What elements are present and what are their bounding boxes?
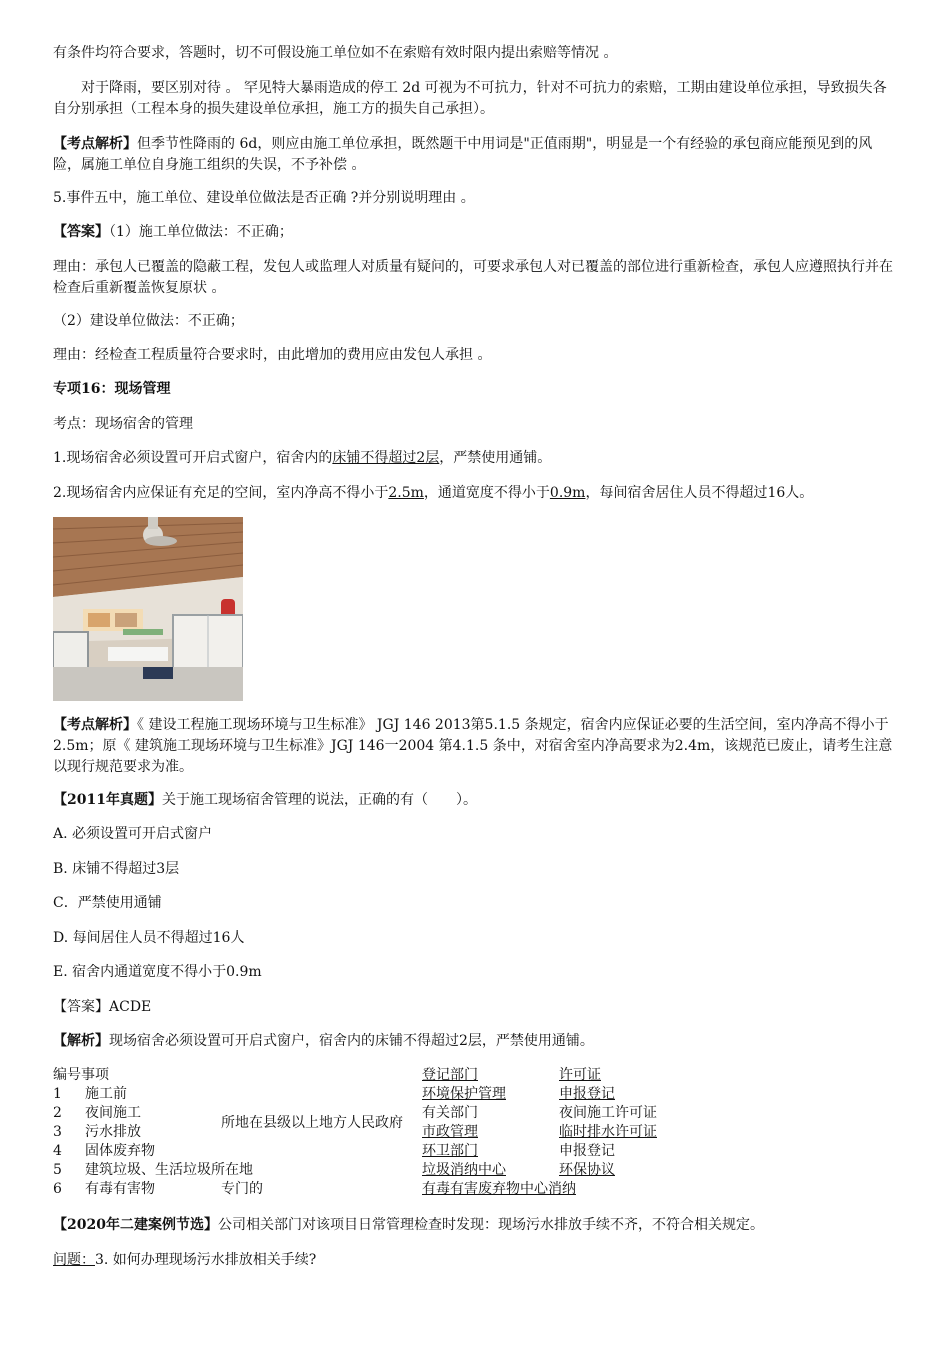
option-a: A. 必须设置可开启式窗户 [53, 826, 213, 842]
rule-1-tail: ，严禁使用通铺。 [439, 450, 552, 466]
exam-point: 考点：现场宿舍的管理 [53, 416, 193, 432]
explanation-text: 现场宿舍必须设置可开启式窗户，宿舍内的床铺不得超过2层，严禁使用通铺。 [109, 1033, 594, 1049]
table-row-no: 6 [53, 1181, 62, 1197]
analysis-standard [53, 715, 898, 778]
answer-1-text: （1）施工单位做法：不正确； [109, 224, 293, 240]
table-row-item: 施工前 [85, 1086, 127, 1102]
analysis-standard-tag: 【考点解析】 [53, 717, 137, 733]
table-row-no: 1 [53, 1086, 62, 1102]
table-authority: 所地在县级以上地方人民政府 [221, 1115, 403, 1131]
table-row-permit: 申报登记 [559, 1086, 615, 1102]
rule-2-text: 2.现场宿舍内应保证有充足的空间，室内净高不得小于 [53, 485, 389, 501]
question-5: 5.事件五中，施工单位、建设单位做法是否正确 ?并分别说明理由 。 [53, 190, 475, 206]
reason-1: 理由：承包人已覆盖的隐蔽工程，发包人或监理人对质量有疑问的，可要求承包人对已覆盖的部位进行重新检查，承包人应遵照执行并在检查后重新覆盖恢复原状 。 [53, 259, 893, 296]
table-row-permit: 夜间施工许可证 [559, 1105, 657, 1121]
table-row-no: 5 [53, 1162, 62, 1178]
rule-1-underline: 床铺不得超过2层 [332, 450, 440, 466]
exam-question-text: 关于施工现场宿舍管理的说法，正确的有（ ）。 [161, 792, 477, 808]
table-row-dept: 市政管理 [422, 1124, 478, 1140]
rule-1-text: 1.现场宿舍必须设置可开启式窗户，宿舍内的 [53, 450, 333, 466]
section-title: 专项16：现场管理 [53, 381, 171, 397]
rule-2-height: 2.5m [388, 485, 424, 501]
case-question [53, 1250, 898, 1271]
table-row-dept: 垃圾消纳中心 [422, 1162, 506, 1178]
analysis-standard-text: 《 建设工程施工现场环境与卫生标准》 JGJ 146 2013第5.1.5 条规定，宿舍内应保证必要的生活空间，室内净高不得小于 2.5m；原《 建筑施工现场环境与卫生标准》JGJ 146一2004 第4.1.5 条中，对宿舍室内净高要求为2.4m，该规范已废止，请考生注意以现行规范要求为准。 [53, 717, 893, 775]
rule-2-tail: ，每间宿舍居住人员不得超过16人。 [585, 485, 814, 501]
dormitory-photo [53, 517, 243, 701]
exam-answer: 【答案】ACDE [53, 999, 152, 1015]
paragraph-analysis-rain [53, 134, 898, 176]
table-row-dept: 有关部门 [422, 1105, 478, 1121]
answer-tag: 【答案】 [53, 224, 109, 240]
table-row-item: 固体废弃物 [85, 1143, 155, 1159]
case-tag: 【2020年二建案例节选】 [53, 1217, 218, 1233]
table-row-extra: 专门的 [221, 1181, 263, 1197]
table-row-dept: 有毒有害废弃物中心消纳 [422, 1181, 576, 1197]
table-row-permit: 临时排水许可证 [559, 1124, 657, 1140]
question-tag: 问题： [53, 1252, 95, 1268]
table-row-no: 2 [53, 1105, 62, 1121]
table-row-no: 4 [53, 1143, 62, 1159]
analysis-tag: 【考点解析】 [53, 136, 137, 152]
paragraph-claim-conditions: 有条件均符合要求，答题时，切不可假设施工单位如不在索赔有效时限内提出索赔等情况 。 [53, 45, 618, 61]
permit-table [53, 1066, 693, 1206]
option-e: E. 宿舍内通道宽度不得小于0.9m [53, 964, 262, 980]
explanation-tag: 【解析】 [53, 1033, 109, 1049]
table-row-item: 建筑垃圾、生活垃圾所在地 [85, 1162, 253, 1178]
case-excerpt [53, 1215, 898, 1236]
rule-1 [53, 448, 898, 469]
table-row-dept: 环境保护管理 [422, 1086, 506, 1102]
table-row-dept: 环卫部门 [422, 1143, 478, 1159]
analysis-text: 但季节性降雨的 6d，则应由施工单位承担，既然题干中用词是"正值雨期"，明显是一个有经验的承包商应能预见到的风险，属施工单位自身施工组织的失误，不予补偿 。 [53, 136, 873, 173]
rule-2 [53, 483, 898, 504]
explanation [53, 1031, 898, 1052]
reason-2: 理由：经检查工程质量符合要求时，由此增加的费用应由发包人承担 。 [53, 347, 492, 363]
table-row-no: 3 [53, 1124, 62, 1140]
table-row-permit: 申报登记 [559, 1143, 615, 1159]
table-row-item: 污水排放 [85, 1124, 141, 1140]
case-question-text: 3. 如何办理现场污水排放相关手续? [95, 1252, 317, 1268]
table-header-item: 编号事项 [53, 1067, 109, 1083]
table-row-item: 有毒有害物 [85, 1181, 155, 1197]
table-header-permit: 许可证 [559, 1067, 601, 1083]
table-header-dept: 登记部门 [422, 1067, 478, 1083]
table-row-permit: 环保协议 [559, 1162, 615, 1178]
option-d: D. 每间居住人员不得超过16人 [53, 930, 245, 946]
exam-tag: 【2011年真题】 [53, 792, 162, 808]
answer-2: （2）建设单位做法：不正确； [53, 313, 244, 329]
paragraph-rainfall: 对于降雨，要区别对待 。 罕见特大暴雨造成的停工 2d 可视为不可抗力，针对不可抗力的索赔，工期由建设单位承担，导致损失各自分别承担（工程本身的损失建设单位承担，施工方的损失自己承担）。 [53, 80, 887, 117]
rule-2-width: 0.9m [549, 485, 586, 501]
answer-1 [53, 222, 898, 243]
case-text: 公司相关部门对该项目日常管理检查时发现：现场污水排放手续不齐，不符合相关规定。 [217, 1217, 764, 1233]
option-c: C．严禁使用通铺 [53, 895, 162, 911]
rule-2-mid: ，通道宽度不得小于 [423, 485, 550, 501]
option-b: B. 床铺不得超过3层 [53, 861, 180, 877]
exam-question [53, 790, 898, 811]
table-row-item: 夜间施工 [85, 1105, 141, 1121]
